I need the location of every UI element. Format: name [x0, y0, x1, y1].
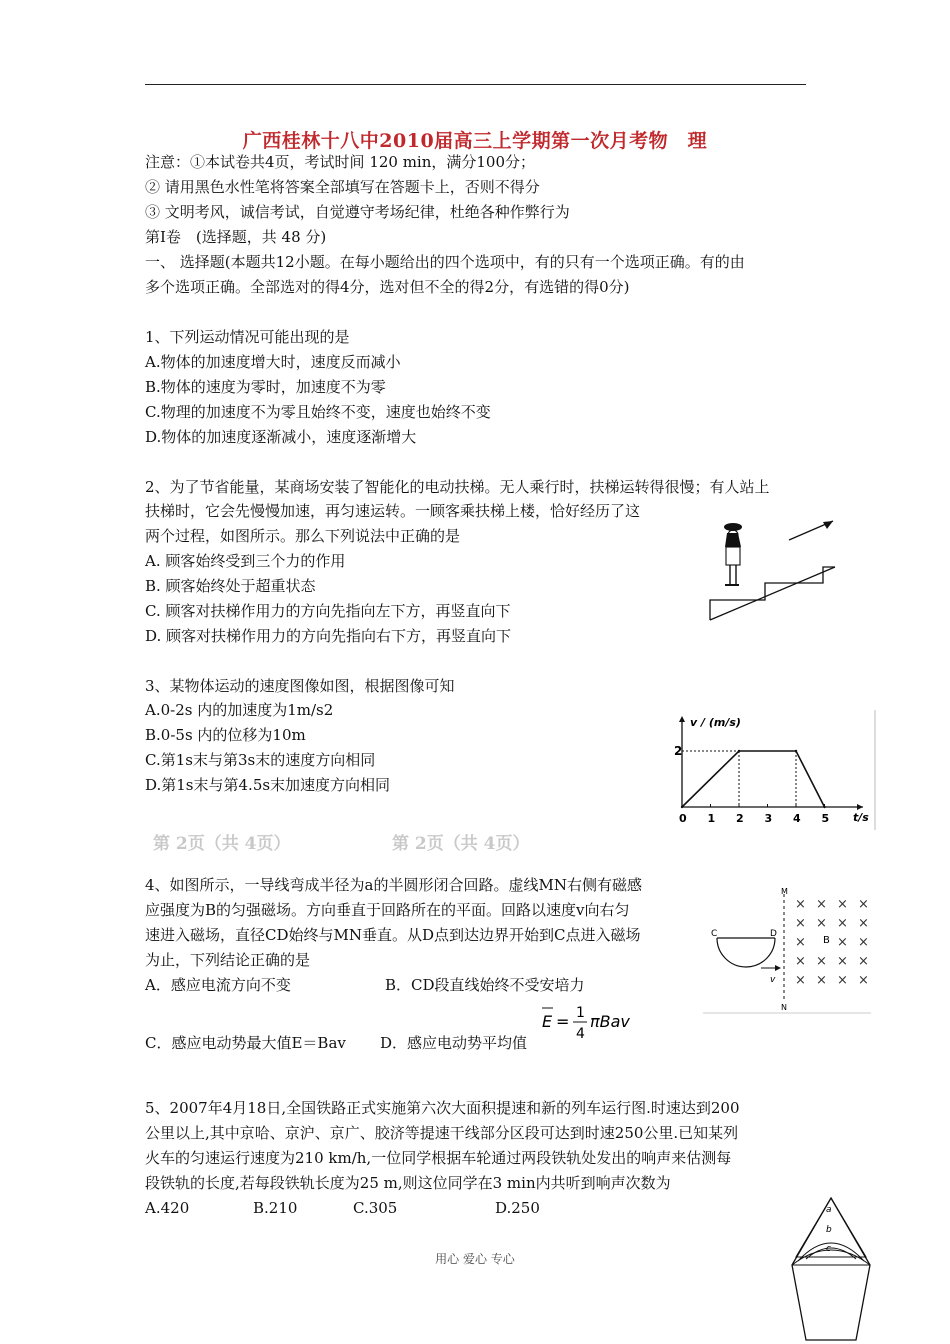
chart-x-tick-label: 1 — [707, 812, 716, 825]
q1-option-a: A.物体的加速度增大时，速度反而减小 — [145, 353, 401, 371]
q4-stem-3: 速进入磁场，直径CD始终与MN垂直。从D点到达边界开始到C点进入磁场 — [145, 926, 641, 944]
q3-option-a: A.0-2s 内的加速度为1m/s2 — [145, 701, 334, 719]
q2-stem-1: 2、为了节省能量，某商场安装了智能化的电动扶梯。无人乘行时，扶梯运转得很慢；有人站上 — [145, 478, 770, 496]
q2-option-d: D. 顾客对扶梯作用力的方向先指向右下方，再竖直向下 — [145, 627, 512, 645]
q5-option-a: A.420 — [145, 1199, 190, 1217]
page-footer: 用心 爱心 专心 — [435, 1252, 515, 1266]
field-cross-mark: × — [795, 897, 806, 912]
section-heading: 第Ⅰ卷 (选择题，共 48 分) — [145, 228, 327, 246]
field-cross-mark: × — [858, 897, 869, 912]
instructions-line-2: 多个选项正确。全部选对的得4分，选对但不全的得2分，有选错的得0分) — [145, 278, 630, 296]
q4-option-a: A．感应电流方向不变 — [145, 976, 291, 994]
exam-title: 广西桂林十八中2010届高三上学期第一次月考物 理 — [242, 130, 708, 152]
q5-stem-3: 火车的匀速运行速度为210 km/h,一位同学根据车轮通过两段铁轨处发出的响声来估测每 — [145, 1149, 732, 1167]
instructions-line-1: 一、 选择题(本题共12小题。在每小题给出的四个选项中，有的只有一个选项正确。有的由 — [145, 253, 745, 271]
magnetic-field-figure — [703, 886, 871, 1014]
field-cross-mark: × — [858, 935, 869, 950]
chart-y-tick-2: 2 — [674, 744, 683, 758]
label-a: a — [826, 1205, 832, 1215]
average-emf-formula — [540, 998, 640, 1046]
q1-option-b: B.物体的速度为零时，加速度不为零 — [145, 378, 386, 396]
label-b-tri: b — [826, 1225, 832, 1235]
formula-rhs: πBav — [590, 1012, 630, 1031]
chart-point — [795, 750, 797, 752]
field-cross-mark: × — [837, 954, 848, 969]
escalator-figure — [705, 515, 845, 625]
header-rule — [145, 84, 806, 85]
q5-stem-2: 公里以上,其中京哈、京沪、京广、胶济等提速干线部分区段可达到时速250公里.已知某列 — [145, 1124, 739, 1142]
q3-option-d: D.第1s末与第4.5s末加速度方向相同 — [145, 776, 391, 794]
note-3: ③ 文明考风，诚信考试，自觉遵守考场纪律，杜绝各种作弊行为 — [145, 203, 570, 221]
formula-numerator: 1 — [576, 1005, 585, 1021]
label-c-tri: c — [826, 1244, 831, 1254]
field-cross-mark: × — [795, 954, 806, 969]
field-cross-mark: × — [858, 973, 869, 988]
field-cross-mark: × — [816, 973, 827, 988]
q4-stem-1: 4、如图所示，一导线弯成半径为a的半圆形闭合回路。虚线MN右侧有磁感 — [145, 876, 642, 894]
chart-x-tick-label: 3 — [764, 812, 773, 825]
q5-option-c: C.305 — [353, 1199, 398, 1217]
q2-stem-3: 两个过程，如图所示。那么下列说法中正确的是 — [145, 527, 461, 545]
nested-triangles-figure — [786, 1195, 876, 1344]
q4-option-d: D．感应电动势平均值 — [380, 1034, 528, 1052]
formula-lhs: E — [542, 1012, 553, 1031]
field-cross-mark: × — [858, 916, 869, 931]
chart-x-tick-label: 2 — [736, 812, 744, 825]
label-c: C — [711, 929, 718, 939]
q5-stem-4: 段铁轨的长度,若每段铁轨长度为25 m,则这位同学在3 min内共听到响声次数为 — [145, 1174, 671, 1192]
field-cross-mark: × — [837, 916, 848, 931]
q2-option-c: C. 顾客对扶梯作用力的方向先指向左下方，再竖直向下 — [145, 602, 511, 620]
label-d: D — [770, 929, 777, 939]
chart-point — [738, 750, 740, 752]
field-cross-mark: × — [837, 935, 848, 950]
chart-y-label: v / (m/s) — [690, 716, 741, 729]
field-cross-mark: × — [816, 916, 827, 931]
chart-x-tick-label: 0 — [679, 812, 687, 825]
ghost-page-label-2: 第 2页（共 4页） — [392, 834, 530, 854]
chart-x-tick-label: 4 — [793, 812, 801, 825]
chart-x-label: t/s — [853, 811, 869, 824]
q1-stem: 1、下列运动情况可能出现的是 — [145, 328, 350, 346]
q5-option-b: B.210 — [253, 1199, 298, 1217]
q2-option-b: B. 顾客始终处于超重状态 — [145, 577, 316, 595]
q4-stem-4: 为止，下列结论正确的是 — [145, 951, 311, 969]
q2-stem-2: 扶梯时，它会先慢慢加速，再匀速运转。一顾客乘扶梯上楼，恰好经历了这 — [145, 502, 641, 520]
field-cross-mark: × — [816, 897, 827, 912]
label-v: v — [770, 975, 776, 985]
field-cross-mark: × — [816, 954, 827, 969]
ghost-page-label-1: 第 2页（共 4页） — [153, 834, 291, 854]
q4-option-c: C．感应电动势最大值E＝Bav — [145, 1034, 346, 1052]
q5-stem-1: 5、2007年4月18日,全国铁路正式实施第六次大面积提速和新的列车运行图.时速达到200 — [145, 1099, 740, 1117]
field-cross-mark: × — [795, 935, 806, 950]
q4-stem-2: 应强度为B的匀强磁场。方向垂直于回路所在的平面。回路以速度v向右匀 — [145, 901, 630, 919]
q2-option-a: A. 顾客始终受到三个力的作用 — [145, 552, 346, 570]
q1-option-c: C.物理的加速度不为零且始终不变，速度也始终不变 — [145, 403, 491, 421]
velocity-time-chart — [668, 710, 880, 830]
q4-option-b: B．CD段直线始终不受安培力 — [385, 976, 585, 994]
label-n: N — [781, 1003, 787, 1012]
field-cross-mark: × — [795, 973, 806, 988]
field-cross-mark: × — [837, 973, 848, 988]
q1-option-d: D.物体的加速度逐渐减小，速度逐渐增大 — [145, 428, 417, 446]
note-1: 注意：①本试卷共4页，考试时间 120 min，满分100分； — [145, 153, 536, 171]
field-cross-mark: × — [858, 954, 869, 969]
q5-option-d: D.250 — [495, 1199, 540, 1217]
field-cross-mark: × — [795, 916, 806, 931]
label-m: M — [781, 887, 788, 896]
formula-denominator: 4 — [576, 1026, 585, 1042]
svg-text:=: = — [556, 1012, 570, 1031]
label-b: B — [823, 935, 830, 946]
q3-stem: 3、某物体运动的速度图像如图，根据图像可知 — [145, 677, 455, 695]
field-cross-mark: × — [837, 897, 848, 912]
q3-option-b: B.0-5s 内的位移为10m — [145, 726, 306, 744]
chart-x-tick-label: 5 — [821, 812, 830, 825]
q3-option-c: C.第1s末与第3s末的速度方向相同 — [145, 751, 376, 769]
note-2: ② 请用黑色水性笔将答案全部填写在答题卡上，否则不得分 — [145, 178, 540, 196]
